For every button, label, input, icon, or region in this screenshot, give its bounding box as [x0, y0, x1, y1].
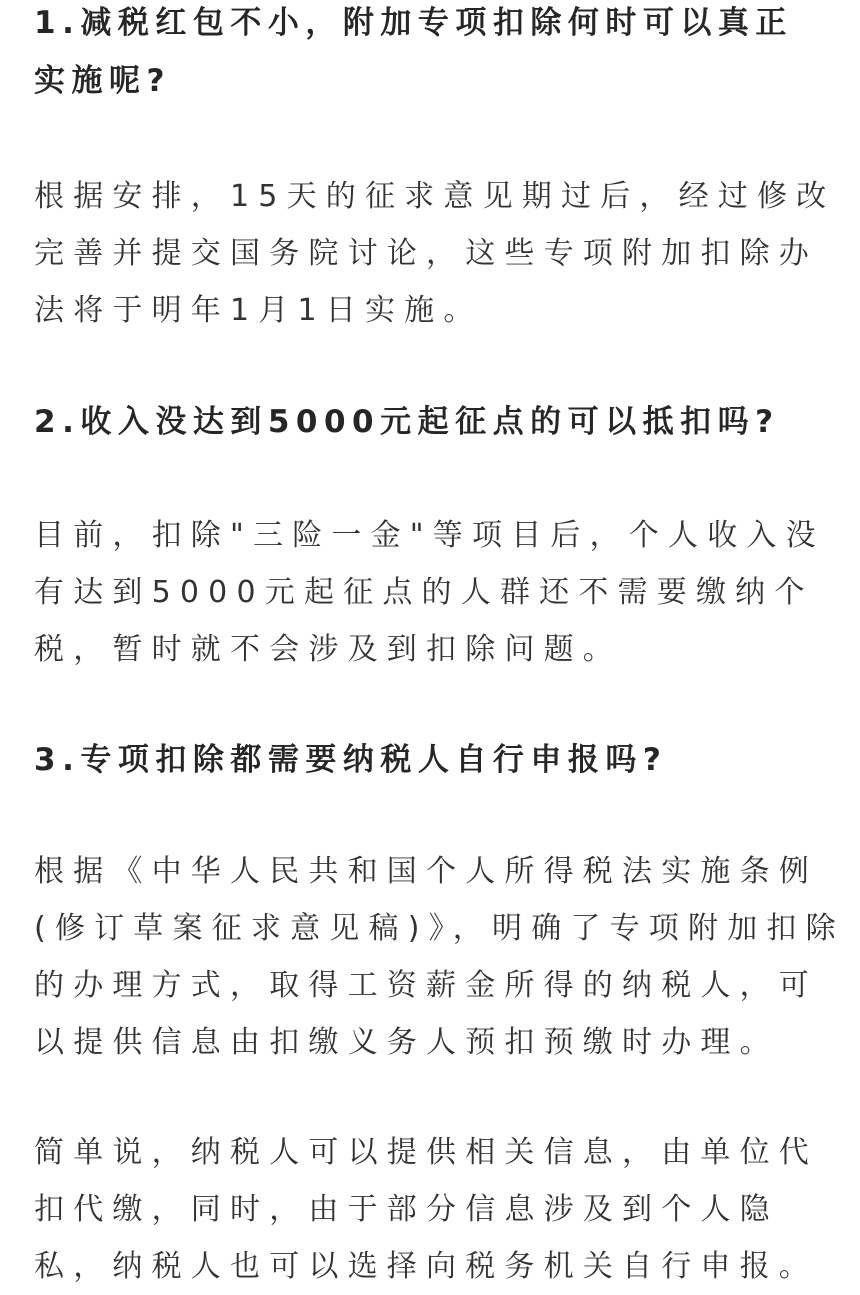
text-line: 的办理方式，取得工资薪金所得的纳税人，可: [34, 968, 818, 1003]
question-2-heading: [34, 393, 780, 451]
text-line: 根据《中华人民共和国个人所得税法实施条例: [34, 854, 818, 889]
text-line: 3.专项扣除都需要纳税人自行申报吗?: [34, 742, 668, 778]
text-line: 2.收入没达到5000元起征点的可以抵扣吗?: [34, 404, 780, 440]
text-line: 扣代缴，同时，由于部分信息涉及到个人隐: [34, 1192, 779, 1227]
text-line: 税，暂时就不会涉及到扣除问题。: [34, 632, 622, 667]
question-3-heading: [34, 731, 667, 789]
text-line: 简单说，纳税人可以提供相关信息，由单位代: [34, 1135, 818, 1170]
text-line: 以提供信息由扣缴义务人预扣预缴时办理。: [34, 1025, 779, 1060]
answer-1-paragraph: [34, 168, 835, 339]
text-line: 1.减税红包不小，附加专项扣除何时可以真正: [34, 5, 793, 41]
text-line: 目前，扣除"三险一金"等项目后，个人收入没: [34, 518, 825, 553]
summary-paragraph: [34, 1124, 818, 1295]
text-line: 完善并提交国务院讨论，这些专项附加扣除办: [34, 236, 818, 271]
text-line: 有达到5000元起征点的人群还不需要缴纳个: [34, 575, 814, 610]
text-line: (修订草案征求意见稿)》，明确了专项附加扣除: [34, 911, 845, 946]
answer-3-paragraph: [34, 843, 845, 1071]
text-line: 根据安排，15天的征求意见期过后，经过修改: [34, 179, 836, 214]
text-line: 实施呢?: [34, 63, 171, 99]
answer-2-paragraph: [34, 507, 825, 678]
question-1-heading: [34, 0, 793, 110]
text-line: 私，纳税人也可以选择向税务机关自行申报。: [34, 1249, 818, 1284]
text-line: 法将于明年1月1日实施。: [34, 293, 483, 328]
